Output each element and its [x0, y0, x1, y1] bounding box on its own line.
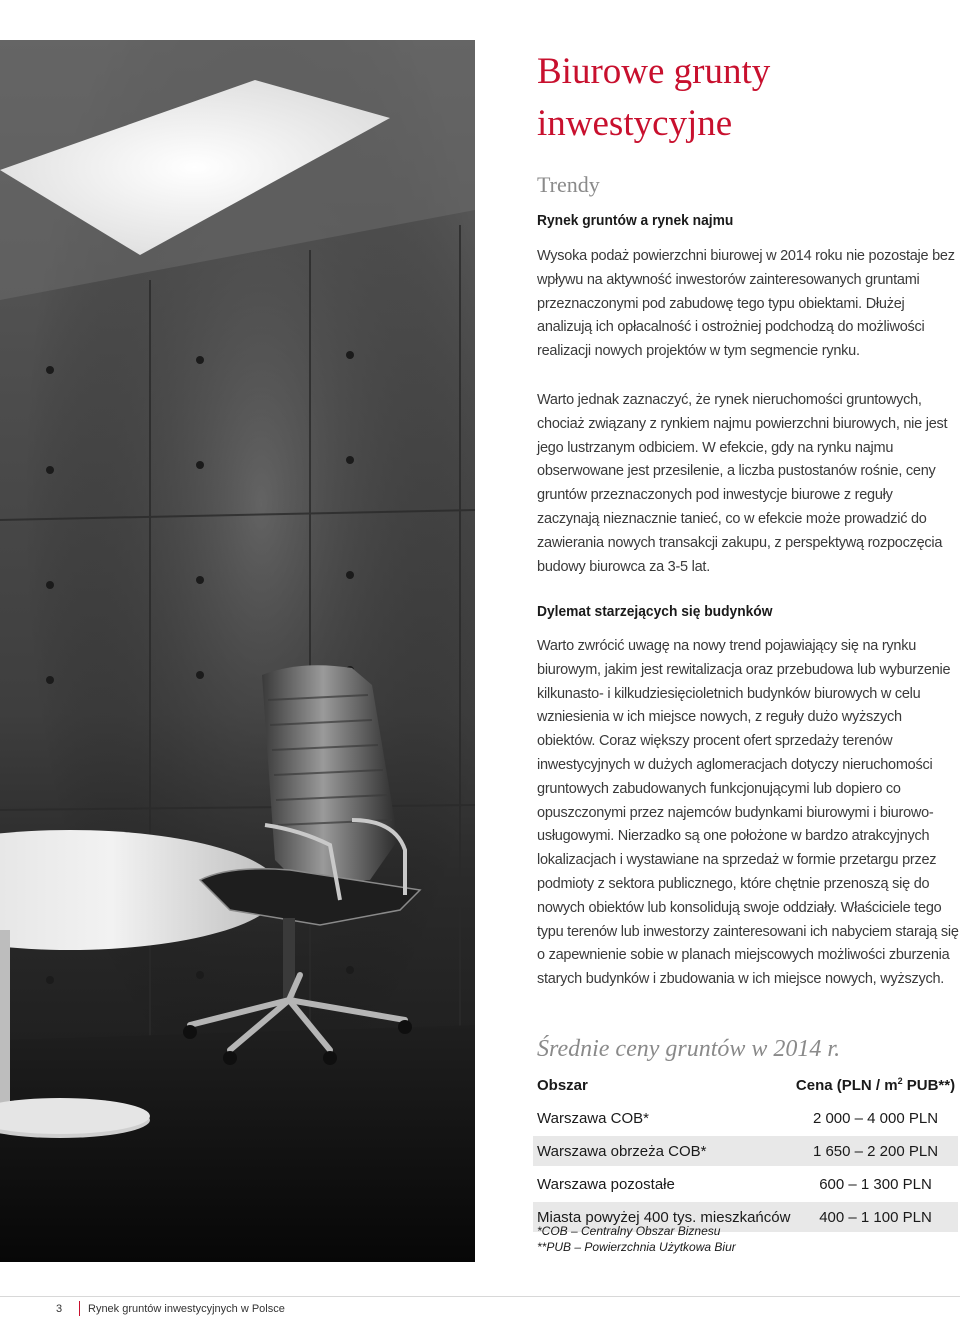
- price-header-suffix: PUB**): [902, 1077, 956, 1094]
- price-header-sup: 2: [897, 1076, 903, 1086]
- area-cell: Miasta powyżej 400 tys. mieszkańców: [533, 1201, 793, 1234]
- section-label: Trendy: [537, 172, 600, 197]
- page-number: 3: [56, 1303, 63, 1315]
- land-prices-table: [533, 1070, 958, 1235]
- footer-separator: [79, 1301, 80, 1316]
- column-header-price: [793, 1070, 958, 1102]
- area-cell: Warszawa obrzeża COB*: [533, 1135, 793, 1168]
- footnote-cob: *COB – Centralny Obszar Biznesu: [537, 1224, 721, 1238]
- publication-title: Rynek gruntów inwestycyjnych w Polsce: [88, 1303, 285, 1315]
- area-cell: Warszawa COB*: [533, 1102, 793, 1135]
- table-row: [533, 1168, 958, 1201]
- area-cell: Warszawa pozostałe: [533, 1168, 793, 1201]
- body-paragraph: Wysoka podaż powierzchni biurowej w 2014 roku nie pozostaje bez wpływu na aktywność inwestorów zainteresowanych gruntami przeznaczonymi pod zabudowę tego typu obiektami. Dłużej analizują ich opłacalność i ostrożniej podchodzą do możliwości realizacji nowych projektów w tym segmencie rynku.: [537, 248, 955, 360]
- footer-divider: [0, 1296, 960, 1297]
- price-cell: 2 000 – 4 000 PLN: [793, 1102, 958, 1135]
- table-row: [533, 1102, 958, 1135]
- photo-illustration: [0, 40, 475, 1262]
- price-cell: 1 650 – 2 200 PLN: [793, 1135, 958, 1168]
- section-heading: Dylemat starzejących się budynków: [537, 603, 773, 620]
- section-heading: Rynek gruntów a rynek najmu: [537, 212, 734, 229]
- table-row: [533, 1135, 958, 1168]
- price-cell: 400 – 1 100 PLN: [793, 1201, 958, 1234]
- column-header-area: Obszar: [533, 1070, 793, 1102]
- table-header-row: [533, 1070, 958, 1102]
- table-heading: Średnie ceny gruntów w 2014 r.: [537, 1036, 841, 1062]
- page-title: Biurowe grunty inwestycyjne: [537, 51, 771, 144]
- office-chair-photo: [0, 40, 475, 1262]
- price-cell: 600 – 1 300 PLN: [793, 1168, 958, 1201]
- price-header-prefix: Cena (PLN / m: [795, 1077, 898, 1094]
- footnote-pub: **PUB – Powierzchnia Użytkowa Biur: [537, 1240, 736, 1254]
- body-paragraph: Warto zwrócić uwagę na nowy trend pojawiający się na rynku biurowym, jakim jest rewitalizacja oraz przebudowa lub wyburzenie kilkunasto- i kilkudziesięcioletnich budynków biurowych w celu wzniesienia w ich miejsce nowych, z reguły dużo wyższych obiektów. Coraz większy procent ofert sprzedaży terenów inwestycyjnych w dużych aglomeracjach dotyczy nieruchomości gruntowych zabudowanych funkcjonującymi lub dopiero co opuszczonymi przez najemców budynkami biurowymi i biurowo-usługowymi. Nierzadko są one położone w bardzo atrakcyjnych lokalizacjach i wystawiane na sprzedaż w formie przetargu przez podmioty z sektora publicznego, które chętnie przenoszą się do nowych obiektów lub konsolidują swoje oddziały. Właściciele tego typu terenów lub inwestorzy zainteresowani ich nabyciem starają się o zapewnienie sobie w planach miejscowych możliwości zburzenia starych budynków i zbudowania w ich miejsce nowych, wyższych.: [537, 638, 959, 988]
- body-paragraph: Warto jednak zaznaczyć, że rynek nieruchomości gruntowych, chociaż związany z rynkiem najmu powierzchni biurowych, nie jest jego lustrzanym odbiciem. W efekcie, gdy na rynku najmu obserwowane jest przesilenie, a liczba pustostanów rośnie, ceny gruntów przeznaczonych pod inwestycje biurowe z reguły zaczynają nieznacznie tanieć, co w efekcie może prowadzić do zawierania nowych transakcji zakupu, z perspektywą rozpoczęcia budowy biurowca za 3-5 lat.: [537, 392, 948, 575]
